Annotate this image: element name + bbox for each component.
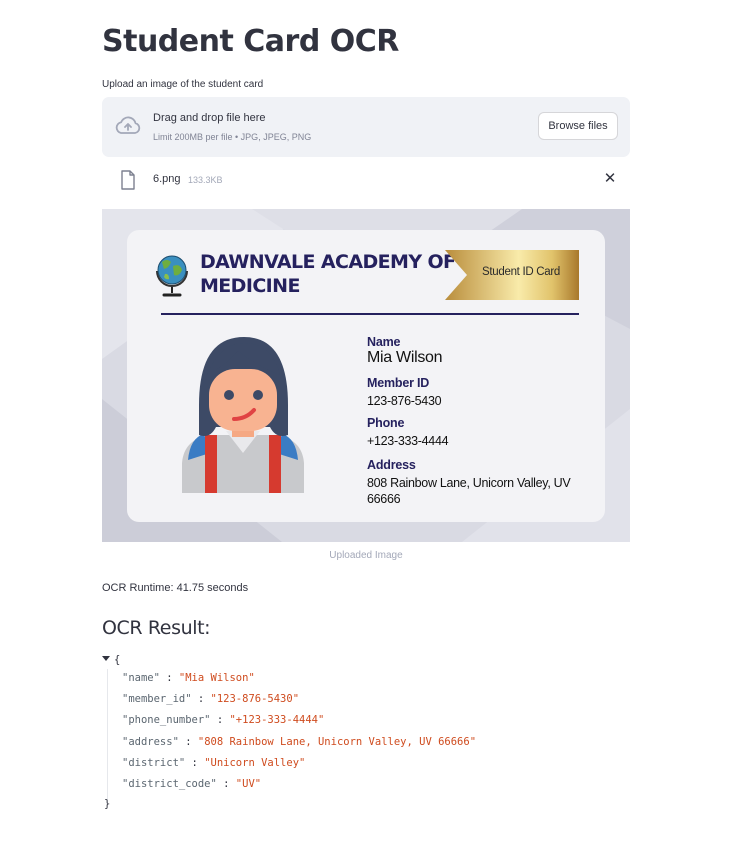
json-value: "123-876-5430"	[210, 693, 300, 705]
json-row: "member_id" : "123-876-5430"	[122, 693, 300, 705]
globe-logo-icon	[153, 250, 191, 300]
json-close-brace: }	[104, 798, 111, 810]
name-value: Mia Wilson	[367, 349, 443, 366]
cloud-upload-icon	[114, 114, 142, 138]
collapse-toggle-icon[interactable]	[102, 656, 110, 661]
header-divider	[161, 313, 579, 315]
json-key: "name"	[122, 672, 160, 684]
json-key: "district_code"	[122, 778, 217, 790]
address-label: Address	[367, 458, 416, 472]
member-id-value: 123-876-5430	[367, 394, 442, 408]
json-row: "address" : "808 Rainbow Lane, Unicorn Valley, UV 66666"	[122, 736, 477, 748]
json-row: "district" : "Unicorn Valley"	[122, 757, 306, 769]
uploaded-file-row	[102, 166, 630, 194]
card-type-label: Student ID Card	[482, 266, 560, 278]
file-name: 6.png	[153, 173, 181, 185]
name-label: Name	[367, 335, 401, 349]
json-value: "+123-333-4444"	[229, 714, 325, 726]
json-key: "member_id"	[122, 693, 192, 705]
json-indent-guide	[107, 669, 108, 803]
json-value: "UV"	[235, 778, 262, 790]
page-title: Student Card OCR	[102, 24, 399, 59]
json-key: "district"	[122, 757, 186, 769]
member-id-label: Member ID	[367, 376, 430, 390]
dropzone-limit: Limit 200MB per file • JPG, JPEG, PNG	[153, 132, 312, 142]
upload-label: Upload an image of the student card	[102, 79, 264, 90]
phone-value: +123-333-4444	[367, 434, 449, 448]
ocr-result-heading: OCR Result:	[102, 617, 211, 639]
json-value: "Unicorn Valley"	[204, 757, 306, 769]
file-dropzone[interactable]	[102, 97, 630, 157]
dropzone-instructions: Drag and drop file here	[153, 112, 266, 124]
student-avatar	[180, 335, 306, 495]
phone-label: Phone	[367, 416, 405, 430]
file-icon	[120, 170, 136, 190]
file-size: 133.3KB	[188, 175, 223, 185]
json-row: "district_code" : "UV"	[122, 778, 262, 790]
browse-files-button[interactable]: Browse files	[538, 112, 618, 140]
json-value: "808 Rainbow Lane, Unicorn Valley, UV 66666"	[197, 736, 477, 748]
json-key: "phone_number"	[122, 714, 211, 726]
address-value: 808 Rainbow Lane, Unicorn Valley, UV 66666	[367, 476, 571, 506]
json-open-brace: {	[114, 654, 121, 666]
student-id-card	[127, 230, 605, 522]
json-key: "address"	[122, 736, 179, 748]
uploaded-image	[102, 209, 630, 542]
json-row: "name" : "Mia Wilson"	[122, 672, 255, 684]
json-row: "phone_number" : "+123-333-4444"	[122, 714, 325, 726]
remove-file-close-icon[interactable]: ✕	[603, 170, 617, 187]
ocr-runtime: OCR Runtime: 41.75 seconds	[102, 582, 249, 594]
json-value: "Mia Wilson"	[178, 672, 255, 684]
image-caption: Uploaded Image	[329, 550, 403, 561]
school-name: DAWNVALE ACADEMY OF MEDICINE	[200, 251, 456, 297]
